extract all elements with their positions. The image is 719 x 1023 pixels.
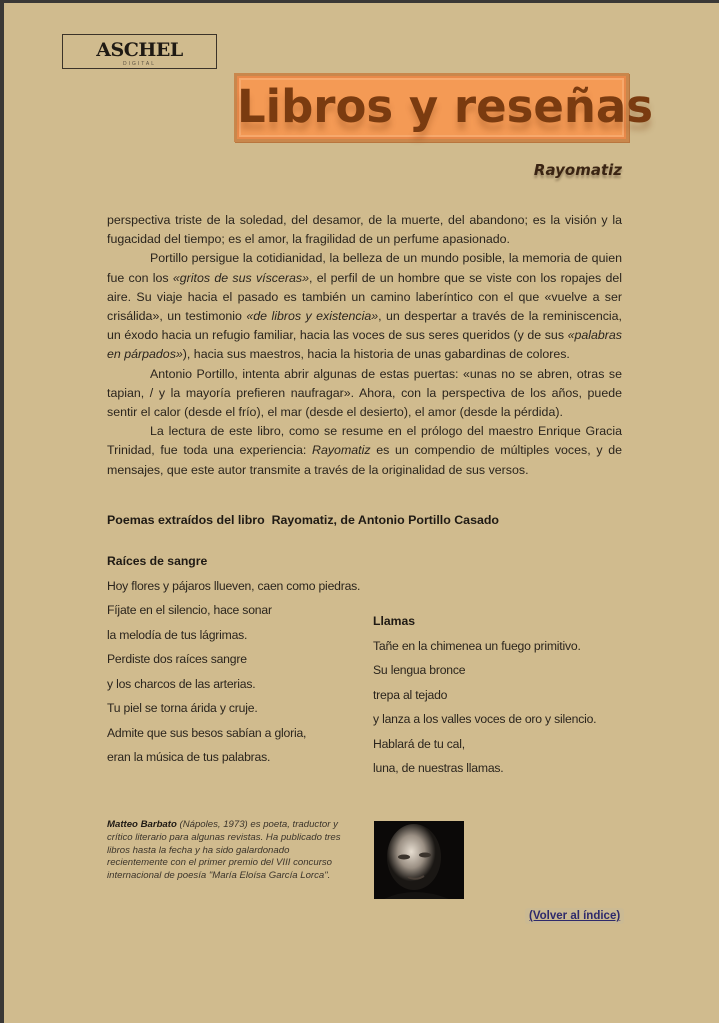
paragraph-1: perspectiva triste de la soledad, del desamor, de la muerte, del abandono; es la visión y la fugacidad del tiempo; es el amor, la fragilidad de un perfume apasionado. xyxy=(107,213,622,247)
poem-line: y los charcos de las arterias. xyxy=(107,676,256,691)
back-to-index-link[interactable]: (Volver al índice) xyxy=(525,908,624,924)
frame-border-top xyxy=(0,0,719,3)
poem-line: Fíjate en el silencio, hace sonar xyxy=(107,603,272,617)
poem-line: Tañe en la chimenea un fuego primitivo. xyxy=(373,638,581,653)
text-run: Portillo persigue la cotidianidad, la belleza de un mundo posible, la memoria de quien fue con los xyxy=(107,251,622,285)
section-title-banner xyxy=(234,73,654,142)
logo-subtitle xyxy=(63,61,216,67)
poems-heading: Poemas extraídos del libro Rayomatiz, de Antonio Portillo Casado xyxy=(107,513,499,527)
frame-border-left xyxy=(0,0,4,1023)
poem-line: luna, de nuestras llamas. xyxy=(373,761,504,775)
section-title: Libros y reseñas xyxy=(237,80,654,133)
italic-quote: Rayomatiz xyxy=(312,443,371,458)
paragraph-2 xyxy=(107,249,622,364)
author-name: Matteo Barbato xyxy=(107,819,177,830)
poem-line: Tu piel se torna árida y cruje. xyxy=(107,701,258,715)
poem-line: Hoy flores y pájaros llueven, caen como piedras. xyxy=(107,578,361,593)
poem-title: Raíces de sangre xyxy=(107,554,208,568)
author-photo xyxy=(374,821,464,899)
aschel-logo xyxy=(62,34,217,69)
logo-sub-text: DIGITAL xyxy=(117,61,162,67)
poem-line: Su lengua bronce xyxy=(373,663,466,677)
poem-line: la melodía de tus lágrimas. xyxy=(107,627,248,642)
poem-line: Admite que sus besos sabían a gloria, xyxy=(107,725,307,740)
poem-line: Perdiste dos raíces sangre xyxy=(107,652,247,666)
author-portrait-image xyxy=(374,821,464,899)
poem-line: trepa al tejado xyxy=(373,687,448,702)
text-run: , el perfil de un hombre que se viste con los ropajes del aire. Su viaje hacia el pasado es también un camino laberíntico con el que «vuelve a ser crisálida», un testimonio xyxy=(107,270,623,324)
italic-quote: «palabras en párpados» xyxy=(107,328,622,362)
poem xyxy=(107,552,360,773)
paragraph-3: Antonio Portillo, intenta abrir algunas de estas puertas: «unas no se abren, otras se tapian, / y la mayoría prefieren naufragar». Ahora, con la perspectiva de los años, puede sentir el calor (desde el frío), el mar (desde el desierto), el amor (desde la pérdida). xyxy=(107,366,622,420)
book-title: Rayomatiz xyxy=(533,161,622,179)
text-run: La lectura de este libro, como se resume en el prólogo del maestro Enrique Gracia Trinidad, fue toda una experiencia: xyxy=(107,424,622,458)
text-run: ), hacia sus maestros, hacia la historia de unas gabardinas de colores. xyxy=(182,347,570,362)
poem-line: Hablará de tu cal, xyxy=(373,736,465,751)
author-bio-text: (Nápoles, 1973) es poeta, traductor y crítico literario para algunas revistas. Ha publicado tres libros hasta la fecha y ha sido galardonado recientemente con el primer premio del VIII concurso internacional de poesía "María Eloísa García Lorca". xyxy=(107,819,341,882)
article-body xyxy=(107,211,622,480)
paragraph-4 xyxy=(107,422,622,480)
text-run: , un despertar a través de la reminiscencia, un éxodo hacia un refugio familiar, hacia las voces de sus seres queridos (y de sus xyxy=(107,309,622,343)
poem-line: eran la música de tus palabras. xyxy=(107,750,271,764)
poem-line: y lanza a los valles voces de oro y silencio. xyxy=(373,712,597,726)
author-bio xyxy=(107,819,352,883)
poem-title: Llamas xyxy=(373,614,416,628)
poem xyxy=(373,612,596,784)
text-run: es un compendio de múltiples voces, y de mensajes, que este autor transmite a través de la originalidad de sus versos. xyxy=(107,443,622,477)
logo-wordmark: ASCHEL xyxy=(96,39,183,61)
italic-quote: «de libros y existencia» xyxy=(246,309,379,324)
italic-quote: «gritos de sus vísceras» xyxy=(172,270,309,285)
